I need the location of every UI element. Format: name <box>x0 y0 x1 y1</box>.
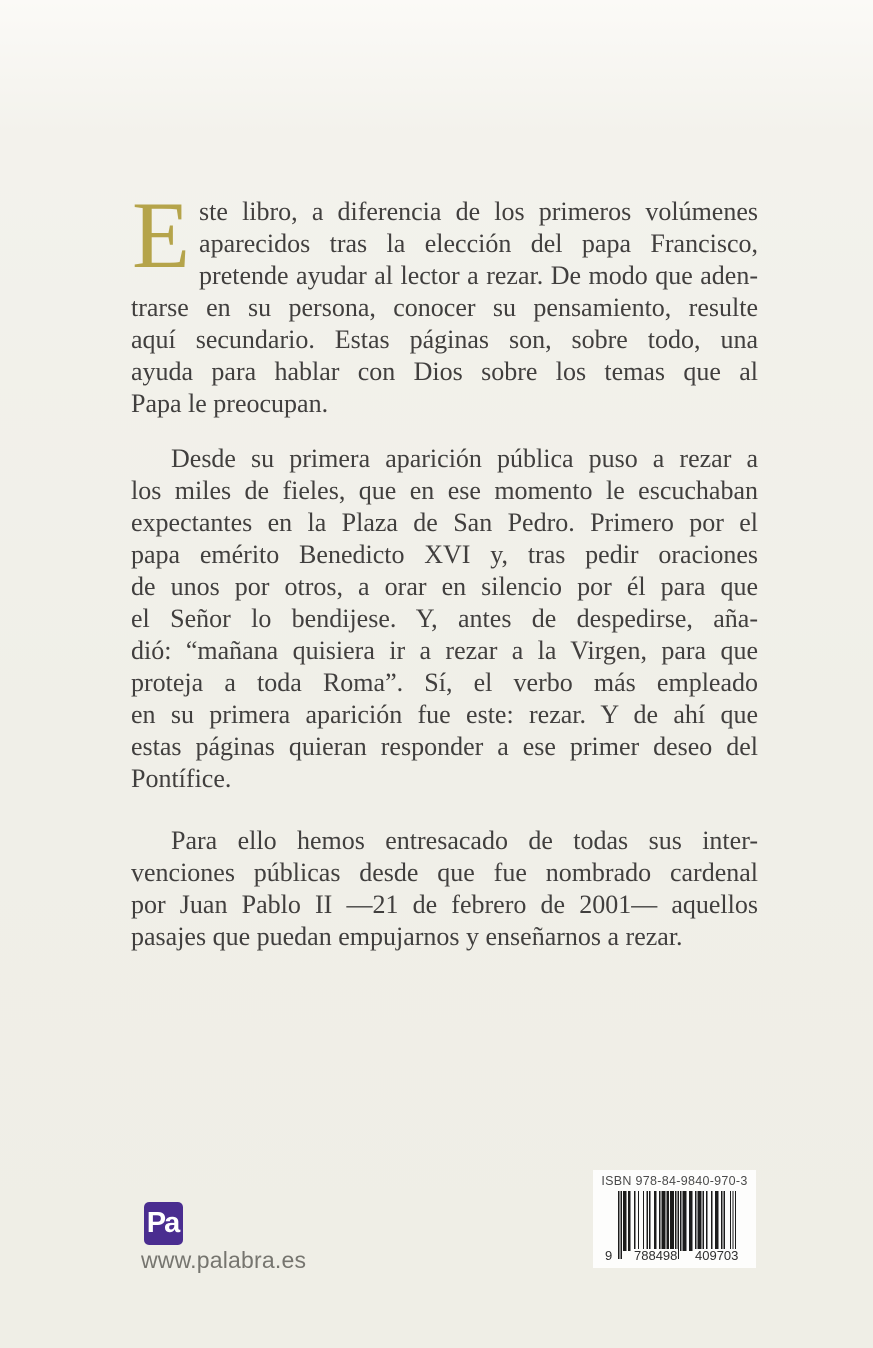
blurb-line: pretende ayudar al lector a rezar. De modo que aden- <box>199 261 758 290</box>
barcode-panel <box>593 1170 756 1268</box>
blurb-line: Pontífice. <box>131 764 232 793</box>
barcode-digits-right: 409703 <box>695 1248 739 1263</box>
blurb-paragraph-3 <box>131 825 758 953</box>
blurb-line: aquí secundario. Estas páginas son, sobre todo, una <box>131 325 758 354</box>
blurb-line: ayuda para hablar con Dios sobre los temas que al <box>131 357 758 386</box>
barcode-digit-first: 9 <box>605 1248 613 1263</box>
blurb-line: estas páginas quieran responder a ese primer deseo del <box>131 732 758 761</box>
blurb-line: dió: “mañana quisiera ir a rezar a la Virgen, para que <box>131 636 758 665</box>
palabra-logo-text: Pa <box>146 1207 179 1239</box>
blurb-line: proteja a toda Roma”. Sí, el verbo más empleado <box>131 668 758 697</box>
blurb-line: de unos por otros, a orar en silencio por él para que <box>131 572 758 601</box>
blurb-line: ste libro, a diferencia de los primeros volúmenes <box>199 197 758 226</box>
website-url: www.palabra.es <box>141 1247 307 1273</box>
blurb-paragraph-1 <box>131 182 758 420</box>
publisher-block <box>141 1202 307 1274</box>
blurb-line: expectantes en la Plaza de San Pedro. Primero por el <box>131 508 758 537</box>
blurb-line: en su primera aparición fue este: rezar. Y de ahí que <box>131 700 758 729</box>
blurb-line: Papa le preocupan. <box>131 389 329 418</box>
barcode-digits-left: 788498 <box>634 1248 678 1263</box>
blurb-line: por Juan Pablo II —21 de febrero de 2001— aquellos <box>131 890 758 919</box>
blurb-line: papa emérito Benedicto XVI y, tras pedir oraciones <box>131 540 758 569</box>
blurb-line: el Señor lo bendijese. Y, antes de despedirse, aña- <box>131 604 758 633</box>
blurb-text-block <box>131 182 758 953</box>
blurb-line: Desde su primera aparición pública puso a rezar a <box>171 444 758 473</box>
blurb-line: venciones públicas desde que fue nombrado cardenal <box>131 858 758 887</box>
isbn-label: ISBN 978-84-9840-970-3 <box>601 1174 748 1188</box>
palabra-logo-icon <box>144 1202 183 1245</box>
blurb-line: aparecidos tras la elección del papa Francisco, <box>199 229 758 258</box>
drop-cap-letter: E <box>132 182 191 288</box>
blurb-paragraph-2 <box>131 443 758 795</box>
blurb-line: trarse en su persona, conocer su pensamiento, resulte <box>131 293 758 322</box>
blurb-line: pasajes que puedan empujarnos y enseñarnos a rezar. <box>131 922 683 951</box>
blurb-line: los miles de fieles, que en ese momento le escuchaban <box>131 476 758 505</box>
blurb-line: Para ello hemos entresacado de todas sus inter- <box>171 826 758 855</box>
